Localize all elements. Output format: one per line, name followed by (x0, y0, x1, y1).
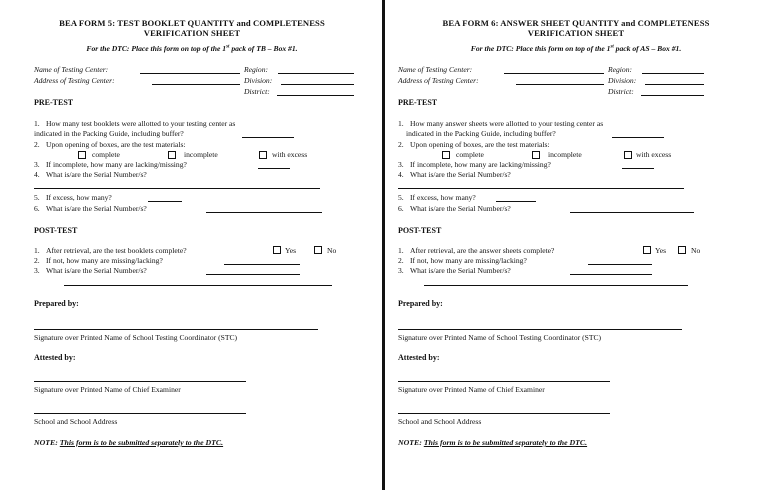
district-label: District: (608, 87, 634, 96)
dtc-instruction: For the DTC: Place this form on top of the 1st pack of TB – Box #1. (86, 44, 298, 53)
district-field[interactable] (277, 95, 354, 96)
post-question-2: 2. If not, how many are missing/lacking? (398, 256, 527, 265)
complete-checkbox[interactable] (442, 151, 450, 159)
question-2: 2. Upon opening of boxes, are the test materials: (34, 140, 186, 149)
yes-checkbox[interactable] (273, 246, 281, 254)
q3-answer-field[interactable] (258, 168, 290, 169)
question-6: 6. What is/are the Serial Number/s? (34, 204, 147, 213)
bea-form-6 (384, 0, 768, 503)
p2-answer-field[interactable] (588, 264, 652, 265)
yes-label: Yes (285, 246, 297, 255)
no-checkbox[interactable] (314, 246, 322, 254)
stc-signature-line[interactable] (398, 329, 682, 330)
address-label: Address of Testing Center: (34, 76, 115, 85)
no-label: No (327, 246, 337, 255)
complete-label: complete (92, 150, 120, 159)
form-title: BEA FORM 6: ANSWER SHEET QUANTITY and COMPLETENESS (442, 18, 710, 28)
submission-note: NOTE: This form is to be submitted separately to the DTC. (34, 438, 224, 447)
post-question-3: 3. What is/are the Serial Number/s? (398, 266, 511, 275)
post-question-1: 1. After retrieval, are the answer sheets complete? (398, 246, 555, 255)
ce-signature-caption: Signature over Printed Name of Chief Examiner (34, 385, 181, 394)
q4-answer-field[interactable] (34, 188, 320, 189)
incomplete-label: incomplete (548, 150, 582, 159)
address-label: Address of Testing Center: (398, 76, 479, 85)
region-label: Region: (608, 65, 633, 74)
name-field[interactable] (504, 73, 604, 74)
posttest-heading: POST-TEST (398, 226, 442, 235)
excess-checkbox[interactable] (259, 151, 267, 159)
yes-checkbox[interactable] (643, 246, 651, 254)
q5-answer-field[interactable] (148, 201, 182, 202)
posttest-heading: POST-TEST (34, 226, 78, 235)
pretest-heading: PRE-TEST (398, 98, 438, 107)
question-4: 4. What is/are the Serial Number/s? (34, 170, 147, 179)
q6-answer-field[interactable] (206, 212, 322, 213)
pretest-heading: PRE-TEST (34, 98, 74, 107)
form-subtitle: VERIFICATION SHEET (143, 28, 241, 38)
q6-answer-field[interactable] (570, 212, 694, 213)
district-label: District: (244, 87, 270, 96)
p3-answer-field[interactable] (570, 274, 652, 275)
no-label: No (691, 246, 701, 255)
name-label: Name of Testing Center: (34, 65, 109, 74)
question-3: 3. If incomplete, how many are lacking/missing? (398, 160, 551, 169)
address-field[interactable] (152, 84, 240, 85)
stc-signature-caption: Signature over Printed Name of School Testing Coordinator (STC) (34, 333, 238, 342)
excess-label: with excess (636, 150, 672, 159)
q5-answer-field[interactable] (496, 201, 536, 202)
attested-by-label: Attested by: (398, 353, 440, 362)
question-1-cont: indicated in the Packing Guide, including buffer? (406, 129, 556, 138)
p2-answer-field[interactable] (224, 264, 300, 265)
post-question-1: 1. After retrieval, are the test booklets complete? (34, 246, 187, 255)
dtc-instruction: For the DTC: Place this form on top of the 1st pack of AS – Box #1. (470, 44, 682, 53)
question-2: 2. Upon opening of boxes, are the test materials: (398, 140, 550, 149)
division-field[interactable] (281, 84, 354, 85)
question-4: 4. What is/are the Serial Number/s? (398, 170, 511, 179)
region-field[interactable] (278, 73, 354, 74)
ce-signature-line[interactable] (398, 381, 610, 382)
question-3: 3. If incomplete, how many are lacking/missing? (34, 160, 187, 169)
incomplete-checkbox[interactable] (168, 151, 176, 159)
school-address-caption: School and School Address (34, 417, 118, 426)
division-field[interactable] (645, 84, 704, 85)
school-address-line[interactable] (398, 413, 610, 414)
post-question-2: 2. If not, how many are missing/lacking? (34, 256, 163, 265)
complete-label: complete (456, 150, 484, 159)
post-question-3: 3. What is/are the Serial Number/s? (34, 266, 147, 275)
question-5: 5. If excess, how many? (398, 193, 476, 202)
stc-signature-caption: Signature over Printed Name of School Testing Coordinator (STC) (398, 333, 602, 342)
submission-note: NOTE: This form is to be submitted separately to the DTC. (398, 438, 588, 447)
q4-answer-field[interactable] (398, 188, 684, 189)
form-subtitle: VERIFICATION SHEET (527, 28, 625, 38)
stc-signature-line[interactable] (34, 329, 318, 330)
address-field[interactable] (516, 84, 604, 85)
question-1: 1. How many answer sheets were allotted to your testing center as (398, 119, 604, 128)
school-address-line[interactable] (34, 413, 246, 414)
p3-answer-field[interactable] (206, 274, 300, 275)
question-6: 6. What is/are the Serial Number/s? (398, 204, 511, 213)
yes-label: Yes (655, 246, 667, 255)
name-label: Name of Testing Center: (398, 65, 473, 74)
q1-answer-field[interactable] (612, 137, 664, 138)
question-1-cont: indicated in the Packing Guide, including buffer? (34, 129, 184, 138)
incomplete-checkbox[interactable] (532, 151, 540, 159)
name-field[interactable] (140, 73, 240, 74)
excess-checkbox[interactable] (624, 151, 632, 159)
question-1: 1. How many test booklets were allotted to your testing center as (34, 119, 236, 128)
complete-checkbox[interactable] (78, 151, 86, 159)
prepared-by-label: Prepared by: (34, 299, 79, 308)
region-field[interactable] (642, 73, 704, 74)
question-5: 5. If excess, how many? (34, 193, 112, 202)
p3-answer-field-2[interactable] (424, 285, 688, 286)
region-label: Region: (244, 65, 269, 74)
q3-answer-field[interactable] (622, 168, 654, 169)
no-checkbox[interactable] (678, 246, 686, 254)
ce-signature-line[interactable] (34, 381, 246, 382)
q1-answer-field[interactable] (242, 137, 294, 138)
prepared-by-label: Prepared by: (398, 299, 443, 308)
incomplete-label: incomplete (184, 150, 218, 159)
division-label: Division: (608, 76, 637, 85)
excess-label: with excess (272, 150, 308, 159)
division-label: Division: (244, 76, 273, 85)
ce-signature-caption: Signature over Printed Name of Chief Examiner (398, 385, 545, 394)
district-field[interactable] (641, 95, 704, 96)
attested-by-label: Attested by: (34, 353, 76, 362)
p3-answer-field-2[interactable] (64, 285, 332, 286)
school-address-caption: School and School Address (398, 417, 482, 426)
form-title: BEA FORM 5: TEST BOOKLET QUANTITY and COMPLETENESS (59, 18, 325, 28)
